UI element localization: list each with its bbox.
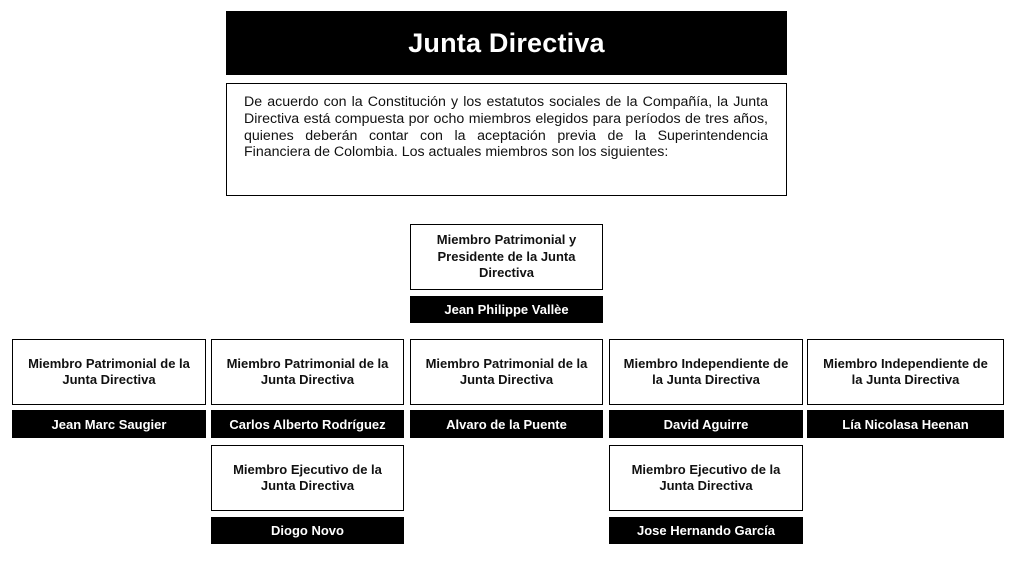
member-name: David Aguirre (609, 410, 803, 438)
member-role: Miembro Independiente de la Junta Directiva (609, 339, 803, 405)
member-role: Miembro Ejecutivo de la Junta Directiva (211, 445, 404, 511)
member-name: Carlos Alberto Rodríguez (211, 410, 404, 438)
member-name: Diogo Novo (211, 517, 404, 544)
member-role: Miembro Independiente de la Junta Directiva (807, 339, 1004, 405)
intro-paragraph: De acuerdo con la Constitución y los estatutos sociales de la Compañía, la Junta Directiva está compuesta por ocho miembros elegidos para períodos de tres años, quienes deberán contar con la aceptación previa de la Superintendencia Financiera de Colombia. Los actuales miembros son los siguientes: (226, 83, 787, 196)
member-role: Miembro Patrimonial de la Junta Directiva (211, 339, 404, 405)
member-role: Miembro Ejecutivo de la Junta Directiva (609, 445, 803, 511)
member-name: Jean Marc Saugier (12, 410, 206, 438)
member-role-president: Miembro Patrimonial y Presidente de la Junta Directiva (410, 224, 603, 290)
page-title: Junta Directiva (226, 11, 787, 75)
member-name: Jose Hernando García (609, 517, 803, 544)
member-role: Miembro Patrimonial de la Junta Directiva (12, 339, 206, 405)
member-name: Lía Nicolasa Heenan (807, 410, 1004, 438)
member-name-president: Jean Philippe Vallèe (410, 296, 603, 323)
member-role: Miembro Patrimonial de la Junta Directiva (410, 339, 603, 405)
member-name: Alvaro de la Puente (410, 410, 603, 438)
